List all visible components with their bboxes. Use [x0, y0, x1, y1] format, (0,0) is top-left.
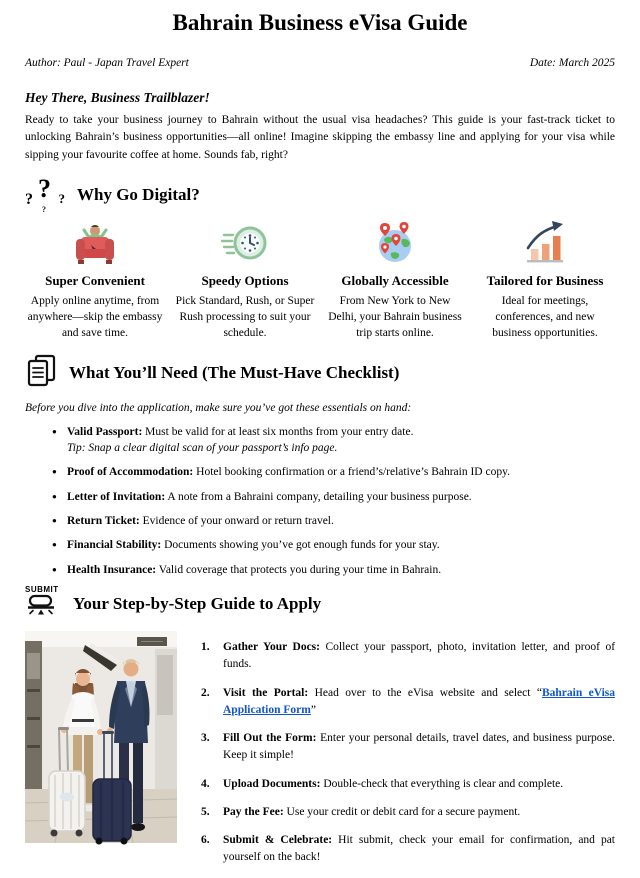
checklist-item-label: Financial Stability:	[67, 539, 162, 552]
evisa-application-form-link[interactable]: Bahrain eVisa Application Form	[223, 686, 616, 716]
step-number: 3.	[201, 732, 210, 745]
checklist-item-text: A note from a Bahraini company, detailing your business purpose.	[167, 490, 472, 503]
step-item	[199, 639, 615, 674]
checklist-item-text: Must be valid for at least six months from your entry date.	[145, 425, 414, 438]
step-number: 2.	[201, 686, 210, 699]
step-item	[199, 832, 615, 867]
step-item	[199, 776, 615, 793]
feature-speedy-options	[175, 218, 315, 342]
steps-section	[25, 631, 615, 878]
step-number: 1.	[201, 641, 210, 654]
step-text: Hit submit, check your email for confirmation, and pat yourself on the back!	[223, 834, 616, 864]
checklist-item-label: Valid Passport:	[67, 425, 143, 438]
step-text: ”	[310, 703, 316, 716]
step-number: 6.	[201, 834, 210, 847]
date-line: Date: March 2025	[529, 57, 615, 69]
section-why-digital-heading	[25, 173, 615, 214]
checklist	[25, 424, 615, 578]
author-line: Author: Paul - Japan Travel Expert	[25, 57, 189, 69]
step-number: 5.	[201, 805, 210, 818]
step-item	[199, 804, 615, 821]
checklist-item-label: Health Insurance:	[67, 563, 157, 576]
globe-pins-icon	[325, 218, 465, 268]
step-text: Collect your passport, photo, invitation letter, and proof of funds.	[223, 641, 616, 671]
step-number: 4.	[201, 777, 210, 790]
step-item	[199, 730, 615, 765]
step-text: Double-check that everything is clear and complete.	[323, 777, 564, 790]
checklist-item	[67, 562, 615, 578]
checklist-item-label: Return Ticket:	[67, 515, 140, 528]
step-label: Fill Out the Form:	[223, 732, 317, 745]
checklist-item-label: Letter of Invitation:	[67, 490, 166, 503]
steps-list	[199, 631, 615, 878]
submit-stamp-icon	[25, 586, 63, 621]
step-label: Visit the Portal:	[223, 686, 309, 699]
checklist-item-text: Documents showing you’ve got enough funds for your stay.	[164, 539, 440, 552]
step-label: Submit & Celebrate:	[223, 834, 333, 847]
checklist-item	[67, 464, 615, 480]
growth-chart-icon	[475, 218, 615, 268]
feature-title: Speedy Options	[201, 272, 289, 288]
travelers-photo	[25, 631, 177, 843]
section-title: Why Go Digital?	[77, 184, 200, 204]
step-text: Enter your personal details, travel dates, and business purpose. Keep it simple!	[223, 732, 615, 762]
feature-globally-accessible	[325, 218, 465, 342]
checklist-item	[67, 513, 615, 529]
meta-row	[25, 57, 615, 69]
step-label: Upload Documents:	[223, 777, 321, 790]
feature-title: Tailored for Business	[486, 272, 604, 288]
feature-text: Pick Standard, Rush, or Super Rush processing to suit your schedule.	[175, 294, 315, 340]
checklist-intro: Before you dive into the application, make sure you’ve got these essentials on hand:	[25, 401, 412, 414]
checklist-item-tip: Tip: Snap a clear digital scan of your passport’s info page.	[67, 442, 338, 455]
section-checklist-heading	[25, 354, 615, 393]
checklist-item	[67, 489, 615, 505]
documents-icon	[25, 354, 59, 393]
checklist-item	[67, 424, 615, 457]
feature-text: Apply online anytime, from anywhere—skip the embassy and save time.	[27, 294, 163, 340]
submit-stamp-label: SUBMIT	[25, 585, 59, 595]
feature-text: From New York to New Delhi, your Bahrain business trip starts online.	[328, 294, 462, 340]
checklist-item-text: Hotel booking confirmation or a friend’s/relative’s Bahrain ID copy.	[196, 466, 510, 479]
intro-heading: Hey There, Business Trailblazer!	[25, 90, 210, 105]
checklist-item-label: Proof of Accommodation:	[67, 466, 194, 479]
armchair-relax-icon	[25, 218, 165, 268]
section-title: What You’ll Need (The Must-Have Checklist)	[69, 363, 400, 383]
step-label: Pay the Fee:	[223, 805, 284, 818]
step-text: Use your credit or debit card for a secure payment.	[286, 805, 521, 818]
question-marks-icon: ? ? ? ?	[25, 173, 65, 214]
page-title: Bahrain Business eVisa Guide	[172, 10, 468, 35]
feature-text: Ideal for meetings, conferences, and new business opportunities.	[492, 294, 598, 340]
checklist-item-text: Evidence of your onward or return travel.	[142, 515, 334, 528]
checklist-item	[67, 537, 615, 553]
section-title: Your Step-by-Step Guide to Apply	[73, 593, 322, 613]
section-steps-heading	[25, 586, 615, 621]
feature-title: Globally Accessible	[341, 272, 449, 288]
step-text: Head over to the eVisa website and select “	[314, 686, 542, 699]
intro-paragraph: Ready to take your business journey to Bahrain without the usual visa headaches? This guide is your fast-track ticket to unlocking Bahrain’s business opportunities—all online! Imagine skipping the embassy line and applying for your visa while sipping your favourite coffee at home. Sounds fab, right?	[25, 114, 615, 161]
feature-tailored-for-business	[475, 218, 615, 342]
feature-super-convenient	[25, 218, 165, 342]
step-item	[199, 685, 615, 720]
features-grid	[25, 218, 615, 342]
feature-title: Super Convenient	[45, 272, 145, 288]
checklist-item-text: Valid coverage that protects you during your time in Bahrain.	[158, 563, 442, 576]
speedy-clock-icon	[175, 218, 315, 268]
step-label: Gather Your Docs:	[223, 641, 320, 654]
